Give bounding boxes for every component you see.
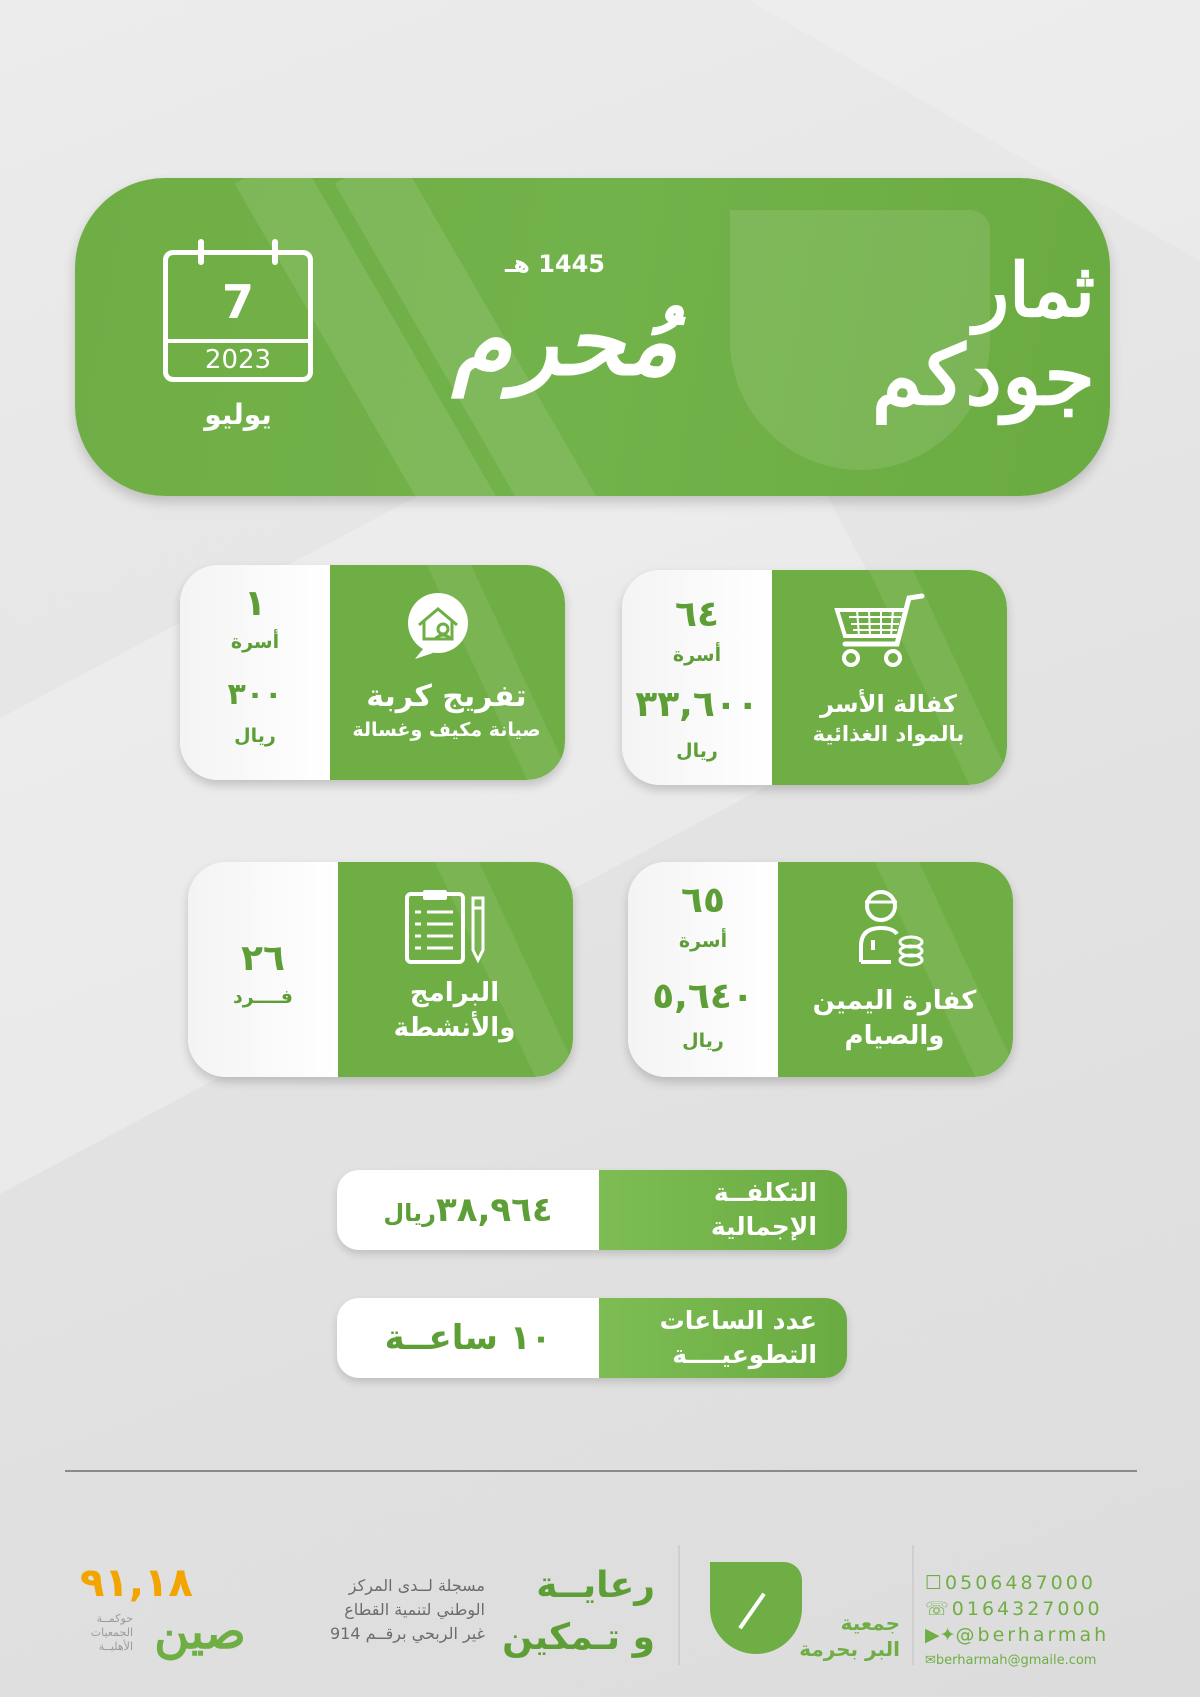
card-title-line-1: كفالة الأسر [820,690,957,718]
total-cost-label [607,1176,817,1244]
association-name-line-2: البر بحرمة [799,1637,900,1661]
card-title [786,688,991,749]
calendar-ring [272,239,278,265]
association-name [790,1610,900,1662]
card-title-line-1: تفريج كربة [366,679,527,714]
association-leaf-logo-icon [710,1562,802,1654]
calendar-icon [163,250,313,382]
card-title-line-1: البرامج [409,978,500,1008]
card-amount-unit: ريال [234,725,276,747]
header-banner [75,178,1110,496]
card-count: ٦٥ [681,880,725,921]
card-amount: ٣٣,٦٠٠ [635,684,759,725]
social-handle-text: @berharmah [955,1624,1110,1646]
governance-text [55,1612,133,1654]
tagline [495,1560,655,1664]
registration-note [285,1574,485,1646]
card-title [344,677,549,743]
volunteer-hours-value: ١٠ ساعــة [384,1318,552,1358]
hijri-year: 1445 هـ [505,250,605,278]
calendar-ring [198,239,204,265]
email-icon: ✉ [925,1653,936,1668]
volunteer-hours-pill [337,1298,847,1378]
total-cost-value: ٣٨,٩٦٤ [435,1190,553,1230]
phone-icon: ☐ [925,1572,946,1594]
card-count: ٢٦ [241,938,285,979]
card-title-line-2: صيانة مكيف وغسالة [352,718,541,741]
card-count-unit: أسرة [678,930,728,952]
house-help-icon [403,591,473,665]
calendar-year: 2023 [204,345,272,375]
slogan-line-2: جودكم [871,328,1095,424]
tagline-line-2: و تـمكين [502,1617,655,1658]
registration-line-2: الوطني لتنمية القطاع [344,1600,485,1619]
footer-vertical-divider [678,1545,680,1665]
registration-line-1: مسجلة لــدى المركز [348,1576,485,1595]
card-count-unit: فــــرد [233,986,293,1008]
volunteer-label-line-1: عدد الساعات [659,1306,817,1335]
governance-logo: صين [154,1604,246,1660]
calendar-day: 7 [221,275,254,329]
shopping-cart-icon [827,592,927,676]
hijri-month: مُحرم [452,284,678,397]
social-icons: ▶✦ [925,1624,956,1646]
governance-text-line-1: حوكمــة [96,1612,133,1625]
card-title-line-2: بالمواد الغذائية [812,722,965,747]
card-count-unit: أسرة [672,644,722,666]
stat-card-relief [180,565,565,780]
social-handle[interactable] [925,1622,1125,1648]
stat-card-food [622,570,1007,785]
card-title-line-2: والصيام [844,1021,945,1052]
gregorian-month: يوليو [204,398,272,431]
calendar-separator [168,339,308,343]
card-count-unit: أسرة [230,631,280,653]
governance-text-line-3: الأهليــة [98,1640,133,1653]
card-title [792,984,997,1054]
phone-1[interactable] [925,1570,1125,1596]
footer-divider [65,1470,1137,1472]
email[interactable] [925,1648,1125,1674]
phone-2-text: 0164327000 [951,1598,1103,1620]
footer-vertical-divider [912,1545,914,1665]
card-amount: ٣٠٠ [227,677,283,712]
card-amount-unit: ريال [676,740,718,762]
governance-score: ٩١,١٨ [80,1560,193,1606]
card-title-line-1: كفارة اليمين [812,986,977,1016]
stat-card-programs [188,862,573,1077]
stat-card-expiation [628,862,1013,1077]
contact-info [925,1570,1125,1674]
clipboard-checklist-icon [401,888,491,968]
volunteer-label-line-2: التطوعيــــة [672,1340,817,1369]
card-title [352,976,557,1046]
volunteer-hours-label [607,1304,817,1372]
card-count: ١ [244,583,266,624]
card-title-line-2: والأنشطة [393,1013,516,1044]
phone-2[interactable] [925,1596,1125,1622]
governance-text-line-2: الجمعيات [90,1626,133,1639]
card-count: ٦٤ [675,594,719,635]
total-cost-label-line-1: التكلفــة [713,1178,817,1207]
person-coins-icon [857,888,927,972]
phone-icon: ☏ [925,1598,952,1620]
card-amount-unit: ريال [682,1030,724,1052]
total-cost-label-line-2: الإجمالية [710,1212,817,1241]
card-amount: ٥,٦٤٠ [652,976,754,1017]
registration-line-3: غير الربحي برقــم 914 [329,1624,485,1643]
total-cost-pill [337,1170,847,1250]
association-name-line-1: جمعية [840,1611,900,1635]
tagline-line-1: رعايــة [536,1565,655,1606]
total-cost-value-area [337,1170,599,1250]
slogan-line-1: ثمار [973,248,1095,334]
phone-1-text: 0506487000 [945,1572,1096,1594]
total-cost-unit: ريال [383,1199,436,1227]
email-text: berharmah@gmaile.com [935,1653,1097,1668]
